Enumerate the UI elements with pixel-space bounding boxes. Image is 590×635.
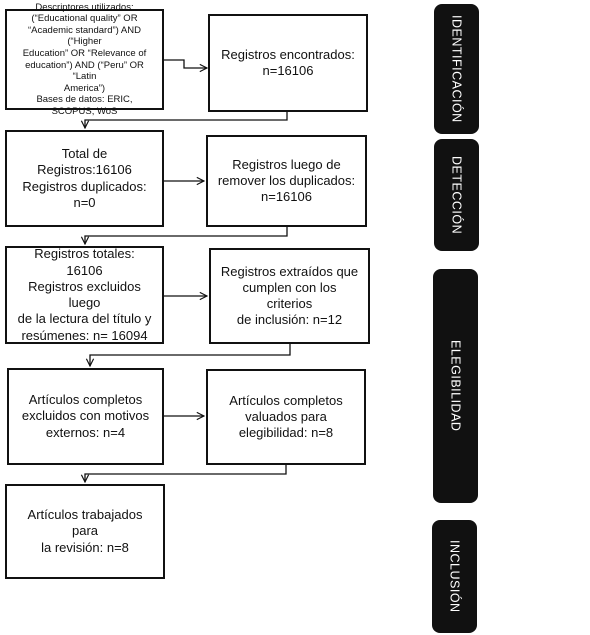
phase-identification-label: IDENTIFICACIÓN [449, 15, 464, 123]
phase-inclusion [432, 520, 477, 633]
phase-inclusion-label: INCLUSIÓN [447, 540, 462, 613]
excluded-full-box: Artículos completos excluidos con motivos externos: n=4 [7, 368, 164, 465]
total-records-box: Total de Registros:16106 Registros duplicados: n=0 [5, 130, 164, 227]
phase-eligibility-label: ELEGIBILIDAD [448, 340, 463, 432]
final-box: Artículos trabajados para la revisión: n=8 [5, 484, 165, 579]
records-found-box: Registros encontrados: n=16106 [208, 14, 368, 112]
arrow-after-to-excluded [85, 227, 287, 244]
phase-detection-label: DETECCIÓN [449, 155, 464, 235]
arrow-eligible-to-final [85, 465, 286, 482]
arrow-descriptors-to-found [164, 60, 207, 68]
phase-identification [434, 4, 479, 134]
eligible-box: Artículos completos valuados para elegibilidad: n=8 [206, 369, 366, 465]
after-duplicates-box: Registros luego de remover los duplicados: n=16106 [206, 135, 367, 227]
phase-detection [434, 139, 479, 251]
excluded-title-box: Registros totales: 16106 Registros excluidos luego de la lectura del título y resúmenes: n= 16094 [5, 246, 164, 344]
descriptors-box [5, 1, 164, 117]
arrow-extracted-to-excludedfull [90, 344, 290, 366]
phase-eligibility [433, 269, 478, 503]
descriptors-text: Descriptores utilizados: (“Educational quality” OR “Academic standard”) AND (“Higher Education” OR “Relevance of education”) AND (“Peru” OR “Latin America”) Bases de datos: ERIC, SCOPUS, WoS [22, 1, 147, 117]
extracted-box: Registros extraídos que cumplen con los criterios de inclusión: n=12 [209, 248, 370, 344]
